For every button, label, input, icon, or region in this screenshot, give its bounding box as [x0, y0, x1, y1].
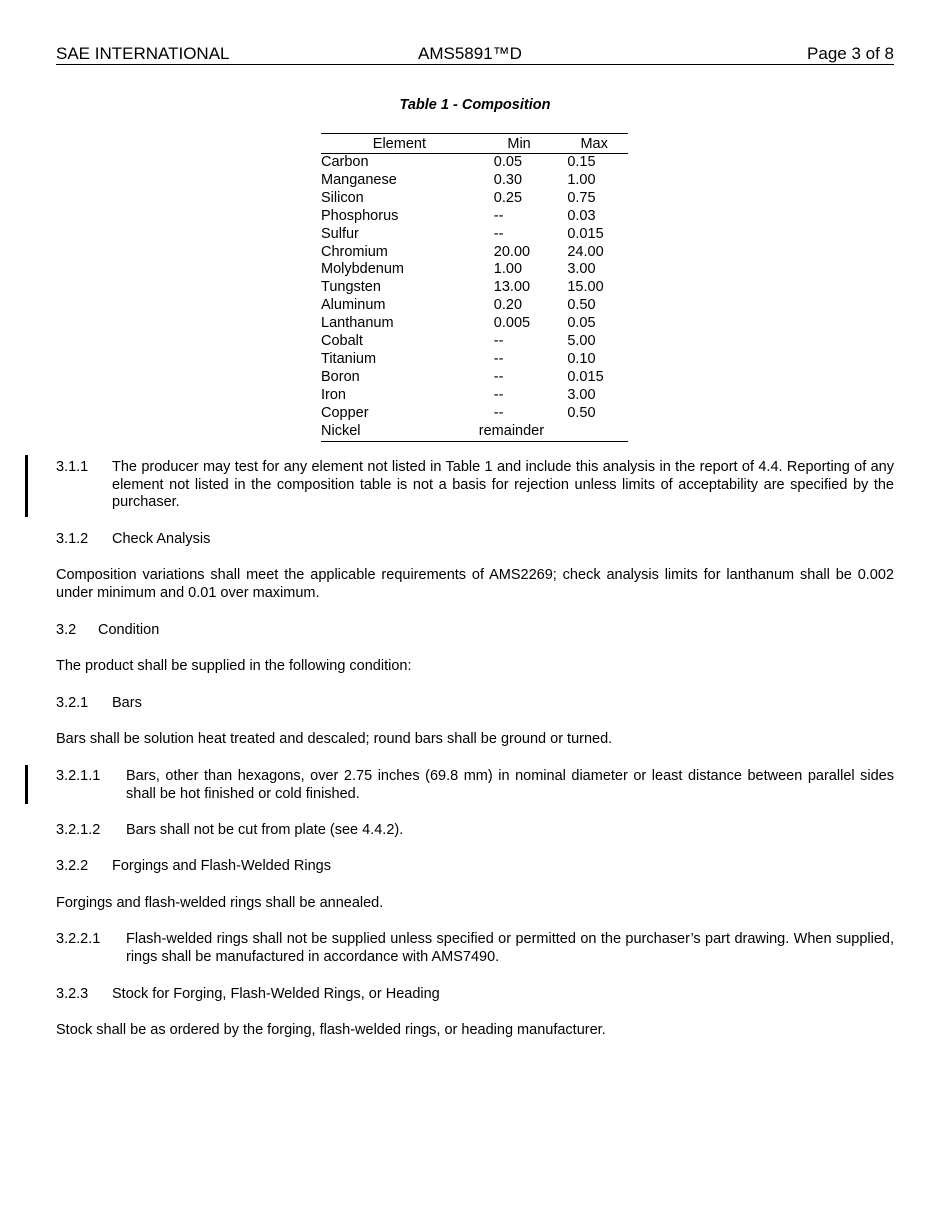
cell-max: 1.00 [567, 171, 596, 188]
section-title: Forgings and Flash-Welded Rings [112, 858, 331, 874]
cell-max: 0.50 [567, 297, 596, 314]
revision-change-bar [25, 765, 28, 804]
section-number: 3.2.1 [56, 695, 89, 711]
table-row [321, 172, 628, 190]
cell-element: Nickel [321, 423, 478, 441]
section-text: Flash-welded rings shall not be supplied unless specified or permitted on the purchaser’s part drawing. When supplied, rings shall be manufactured in accordance with AMS7490. [126, 931, 894, 965]
section-number: 3.2 [56, 622, 77, 638]
cell-element: Titanium [321, 350, 377, 367]
header-document-number: AMS5891™D [418, 44, 522, 63]
section-number: 3.1.2 [56, 531, 89, 547]
column-header-min: Min [478, 134, 561, 154]
cell-min: 0.25 [493, 189, 523, 206]
table-row [321, 351, 628, 369]
section-text: Bars shall not be cut from plate (see 4.4.2). [126, 822, 404, 838]
cell-max: 0.03 [567, 207, 596, 224]
table-row [321, 423, 628, 441]
table-caption: Table 1 - Composition [399, 97, 551, 113]
cell-min: -- [493, 386, 504, 403]
cell-min: -- [493, 404, 504, 421]
section-number: 3.2.2 [56, 858, 89, 874]
column-header-element: Element [321, 134, 478, 154]
cell-min: 0.20 [493, 297, 523, 314]
cell-max: 0.015 [567, 368, 604, 385]
section-title: Bars [112, 695, 142, 711]
table-row [321, 226, 628, 244]
table-row [321, 279, 628, 297]
page-header [56, 44, 894, 65]
cell-max: 15.00 [567, 279, 604, 296]
section-number: 3.2.1.2 [56, 822, 101, 838]
cell-element: Silicon [321, 189, 364, 206]
cell-max: 3.00 [567, 261, 596, 278]
section-title: Condition [98, 622, 160, 638]
table-row [321, 405, 628, 423]
section-3-2-body: The product shall be supplied in the following condition: [56, 658, 412, 674]
section-text: The producer may test for any element not listed in Table 1 and include this analysis in the report of 4.4. Reporting of any element not listed in the composition table is not a basis for rejection unless limits of acceptability are specified by the purchaser. [112, 459, 894, 511]
cell-element: Copper [321, 404, 369, 421]
cell-max: 0.015 [567, 225, 604, 242]
cell-max: 5.00 [567, 333, 596, 350]
table-row [321, 154, 628, 172]
cell-min: -- [493, 207, 504, 224]
cell-max: 0.05 [567, 315, 596, 332]
remainder-text: remainder [478, 422, 545, 439]
table-row [321, 315, 628, 333]
cell-max: 0.50 [567, 404, 596, 421]
section-number: 3.2.1.1 [56, 768, 101, 784]
cell-min: 20.00 [493, 243, 531, 260]
cell-max: 0.15 [567, 154, 596, 170]
cell-remainder [478, 423, 628, 441]
cell-min: -- [493, 350, 504, 367]
cell-min: 1.00 [493, 261, 523, 278]
cell-element: Chromium [321, 243, 388, 260]
table-row [321, 387, 628, 405]
table-row [321, 333, 628, 351]
section-title: Check Analysis [112, 531, 211, 547]
cell-element: Tungsten [321, 279, 381, 296]
cell-element: Cobalt [321, 333, 363, 350]
section-number: 3.2.2.1 [56, 931, 101, 947]
cell-min: 13.00 [493, 279, 531, 296]
section-text: Bars, other than hexagons, over 2.75 inches (69.8 mm) in nominal diameter or least distance between parallel sides shall be hot finished or cold finished. [126, 768, 894, 802]
cell-min: -- [493, 368, 504, 385]
table-row [321, 297, 628, 315]
section-number: 3.2.3 [56, 986, 89, 1002]
composition-table [321, 133, 628, 442]
cell-min: 0.30 [493, 171, 523, 188]
cell-max: 3.00 [567, 386, 596, 403]
cell-min: 0.05 [493, 154, 523, 170]
section-3-2-3-body: Stock shall be as ordered by the forging, flash-welded rings, or heading manufacturer. [56, 1022, 606, 1038]
cell-element: Iron [321, 386, 346, 403]
table-row [321, 208, 628, 226]
table-row [321, 369, 628, 387]
cell-element: Molybdenum [321, 261, 405, 278]
section-3-2-1-body: Bars shall be solution heat treated and descaled; round bars shall be ground or turned. [56, 731, 613, 747]
section-title: Stock for Forging, Flash-Welded Rings, or Heading [112, 986, 440, 1002]
cell-min: -- [493, 225, 504, 242]
cell-min: -- [493, 333, 504, 350]
section-number: 3.1.1 [56, 459, 89, 475]
table-header-row [321, 134, 628, 154]
header-page-number: Page 3 of 8 [807, 44, 894, 63]
cell-element: Manganese [321, 171, 397, 188]
table-row [321, 190, 628, 208]
revision-change-bar [25, 455, 28, 517]
table-row [321, 261, 628, 279]
cell-element: Sulfur [321, 225, 359, 242]
section-3-1-2-body: Composition variations shall meet the applicable requirements of AMS2269; check analysis limits for lanthanum shall be 0.002 under minimum and 0.01 over maximum. [56, 567, 894, 601]
header-organization: SAE INTERNATIONAL [56, 44, 230, 63]
cell-max: 0.75 [567, 189, 596, 206]
cell-element: Phosphorus [321, 207, 399, 224]
cell-element: Lanthanum [321, 315, 394, 332]
column-header-max: Max [560, 134, 628, 154]
table-row [321, 244, 628, 262]
cell-max: 24.00 [567, 243, 604, 260]
cell-element: Aluminum [321, 297, 386, 314]
section-3-2-2-body: Forgings and flash-welded rings shall be annealed. [56, 895, 384, 911]
cell-max: 0.10 [567, 350, 596, 367]
cell-element: Boron [321, 368, 360, 385]
cell-min: 0.005 [493, 315, 531, 332]
table-body [321, 154, 628, 442]
cell-element: Carbon [321, 154, 369, 170]
